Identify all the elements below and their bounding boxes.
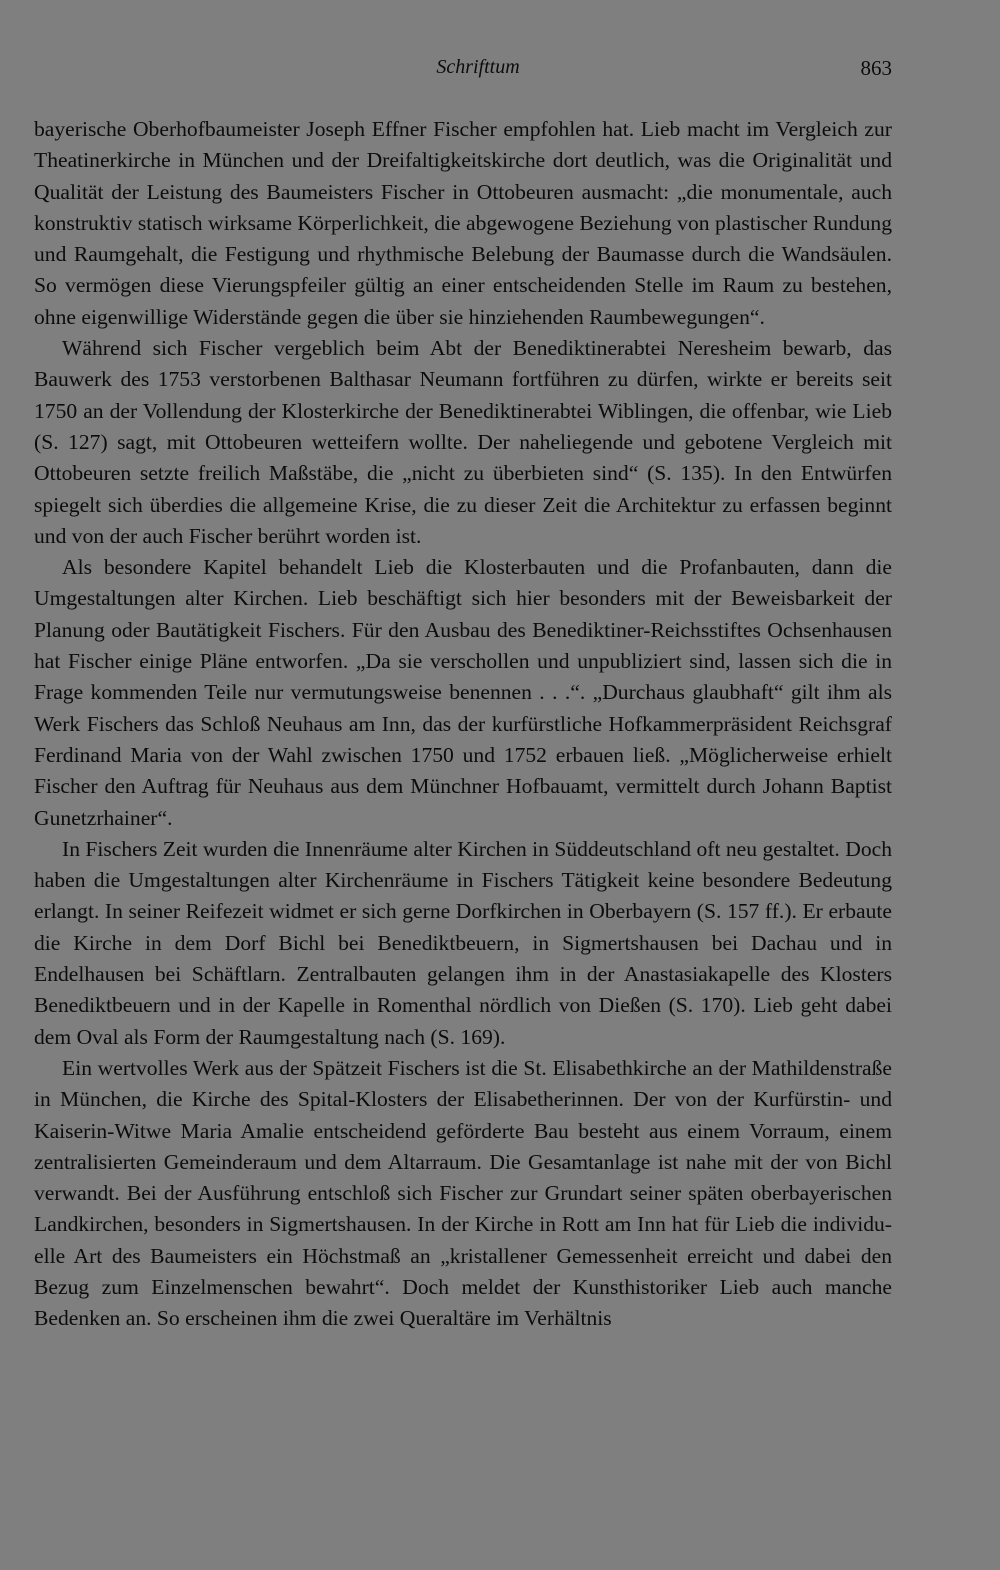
paragraph-1: bayerische Oberhofbaumeister Joseph Effner Fischer empfohlen hat. Lieb macht im Vergleich zur Theatinerkirche in München und der Dreifaltigkeitskirche dort deutlich, was die Originalität und Qualität der Leistung des Baumeisters Fischer in Ottobeuren ausmacht: „die monumentale, auch konstruktiv statisch wirksame Körperlichkeit, die abgewogene Beziehung von plastischer Rundung und Raumgehalt, die Festigung und rhythmische Belebung der Baumasse durch die Wandsäulen. So vermögen diese Vierungspfeiler gültig an einer entscheidenden Stelle im Raum zu bestehen, ohne eigenwillige Widerstände gegen die über sie hinziehenden Raumbewegungen“. bbox=[34, 117, 892, 329]
running-title: Schrifttum bbox=[436, 56, 520, 78]
paragraph-2: Während sich Fischer vergeblich beim Abt der Benediktinerabtei Neresheim bewarb, das Bauwerk des 1753 verstorbenen Balthasar Neumann fortführen zu dürfen, wirkte er bereits seit 1750 an der Vollendung der Klosterkirche der Benediktinerabtei Wiblingen, die offenbar, wie Lieb (S. 127) sagt, mit Ottobeuren wetteifern wollte. Der naheliegende und gebotene Vergleich mit Ottobeuren setzte freilich Maßstäbe, die „nicht zu überbieten sind“ (S. 135). In den Entwürfen spiegelt sich überdies die allgemeine Krise, die zu dieser Zeit die Architektur zu erfassen beginnt und von der auch Fischer berührt worden ist. bbox=[34, 336, 892, 548]
body-text bbox=[34, 114, 892, 1335]
page-number: 863 bbox=[860, 56, 892, 80]
paragraph-4: In Fischers Zeit wurden die Innenräume alter Kirchen in Süddeutschland oft neu gestaltet. Doch haben die Umgestaltungen alter Kirchenräume in Fischers Tätigkeit keine besondere Bedeutung erlangt. In seiner Reifezeit widmet er sich gerne Dorfkirchen in Oberbayern (S. 157 ff.). Er erbaute die Kirche in dem Dorf Bichl bei Benediktbeuern, in Sigmertshausen bei Dachau und in Endelhausen bei Schäftlarn. Zentralbauten gelangen ihm in der Anastasiakapelle des Klosters Benediktbeuern und in der Kapelle in Romenthal nördlich von Dießen (S. 170). Lieb geht dabei dem Oval als Form der Raumgestaltung nach (S. 169). bbox=[34, 836, 892, 1049]
paragraph-5: Ein wertvolles Werk aus der Spätzeit Fischers ist die St. Elisabethkirche an der Mathildenstraße in München, die Kirche des Spital-Klosters der Elisabetherinnen. Der von der Kurfürstin- und Kaiserin-Witwe Maria Amalie entscheidend geförderte Bau besteht aus einem Vorraum, einem zentralisierten Gemeinderaum und dem Altarraum. Die Gesamtanlage ist nahe mit der von Bichl verwandt. Bei der Ausführung entschloß sich Fischer zur Grundart seiner späten oberbayerischen Landkirchen, besonders in Sigmertshausen. In der Kirche in Rott am Inn hat für Lieb die individuelle Art des Baumeisters ein Höchstmaß an „kristallener Gemessenheit erreicht und dabei den Bezug zum Einzelmenschen bewahrt“. Doch meldet der Kunsthistoriker Lieb auch manche Bedenken an. So erscheinen ihm die zwei Queraltäre im Verhältnis bbox=[34, 1055, 892, 1331]
page-header bbox=[34, 56, 892, 86]
paragraph-3: Als besondere Kapitel behandelt Lieb die Klosterbauten und die Profanbauten, dann die Umgestaltungen alter Kirchen. Lieb beschäftigt sich hier besonders mit der Beweisbarkeit der Planung oder Bautätigkeit Fischers. Für den Ausbau des Benediktiner-Reichsstiftes Ochsenhausen hat Fischer einige Pläne entworfen. „Da sie verschollen und unpubliziert sind, lassen sich die in Frage kommenden Teile nur vermutungsweise benennen . . .“. „Durchaus glaubhaft“ gilt ihm als Werk Fischers das Schloß Neuhaus am Inn, das der kurfürstliche Hofkammerpräsident Reichsgraf Ferdinand Maria von der Wahl zwischen 1750 und 1752 erbauen ließ. „Möglicherweise erhielt Fischer den Auftrag für Neuhaus aus dem Münchner Hofbauamt, vermittelt durch Johann Baptist Gunetzrhainer“. bbox=[34, 555, 892, 830]
